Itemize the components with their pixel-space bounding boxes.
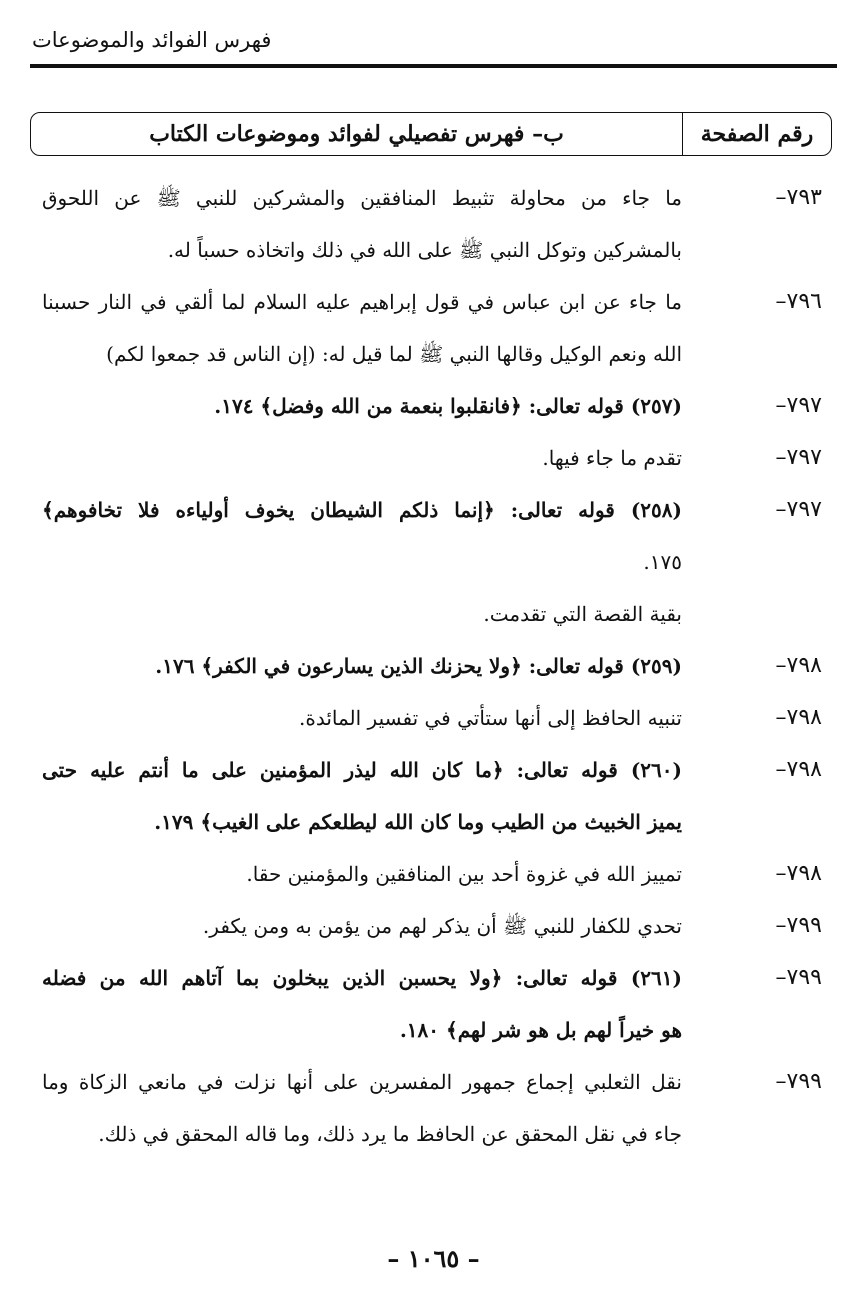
index-table-header bbox=[30, 112, 832, 156]
entry-text bbox=[30, 744, 742, 848]
entry-line: يميز الخبيث من الطيب وما كان الله ليطلعكم على الغيب﴾ ١٧٩. bbox=[154, 810, 682, 834]
entry-page-number: ٧٩٦– bbox=[775, 289, 822, 314]
entry-line: (٢٥٩) قوله تعالى: ﴿ولا يحزنك الذين يسارعون في الكفر﴾ ١٧٦. bbox=[155, 654, 682, 678]
running-head-text: فهرس الفوائد والموضوعات bbox=[32, 28, 272, 52]
index-entry bbox=[30, 848, 832, 900]
page-number-column-header: رقم الصفحة bbox=[682, 113, 831, 155]
entry-page-number: ٧٩٧– bbox=[775, 393, 822, 418]
entry-text bbox=[30, 276, 742, 380]
entry-page-number: ٧٩٨– bbox=[775, 861, 822, 886]
entry-line: (٢٥٧) قوله تعالى: ﴿فانقلبوا بنعمة من الله وفضل﴾ ١٧٤. bbox=[214, 394, 682, 418]
index-entries bbox=[30, 172, 832, 1160]
entry-page-number: ٧٩٧– bbox=[775, 497, 822, 522]
entry-page-number: ٧٩٨– bbox=[775, 705, 822, 730]
entry-line: ما جاء عن ابن عباس في قول إبراهيم عليه السلام لما ألقي في النار حسبنا bbox=[42, 290, 682, 314]
entry-line: تحدي للكفار للنبي ﷺ أن يذكر لهم من يؤمن به ومن يكفر. bbox=[202, 914, 682, 938]
index-title-column-header: ب– فهرس تفصيلي لفوائد وموضوعات الكتاب bbox=[149, 121, 564, 147]
entry-text bbox=[30, 692, 742, 744]
entry-text bbox=[30, 640, 742, 692]
index-entry bbox=[30, 692, 832, 744]
index-entry bbox=[30, 380, 832, 432]
index-entry bbox=[30, 1056, 832, 1160]
entry-line: (٢٥٨) قوله تعالى: ﴿إنما ذلكم الشيطان يخوف أولياءه فلا تخافوهم﴾ bbox=[42, 498, 682, 522]
index-entry bbox=[30, 484, 832, 640]
entry-page-number: ٧٩٩– bbox=[775, 913, 822, 938]
entry-line: تقدم ما جاء فيها. bbox=[542, 446, 682, 470]
entry-page-number: ٧٩٧– bbox=[775, 445, 822, 470]
entry-line: (٢٦١) قوله تعالى: ﴿ولا يحسبن الذين يبخلون بما آتاهم الله من فضله bbox=[42, 966, 682, 990]
index-entry bbox=[30, 744, 832, 848]
entry-line: بالمشركين وتوكل النبي ﷺ على الله في ذلك واتخاذه حسباً له. bbox=[167, 238, 682, 262]
entry-line: ١٧٥. bbox=[643, 550, 682, 574]
entry-page-number: ٧٩٩– bbox=[775, 1069, 822, 1094]
entry-text bbox=[30, 952, 742, 1056]
entry-page-number: ٧٩٩– bbox=[775, 965, 822, 990]
entry-line: (٢٦٠) قوله تعالى: ﴿ما كان الله ليذر المؤمنين على ما أنتم عليه حتى bbox=[42, 758, 682, 782]
entry-line: هو خيراً لهم بل هو شر لهم﴾ ١٨٠. bbox=[399, 1018, 682, 1042]
entry-page-number: ٧٩٨– bbox=[775, 757, 822, 782]
entry-text bbox=[30, 380, 742, 432]
header-rule bbox=[30, 64, 837, 68]
entry-text bbox=[30, 172, 742, 276]
entry-text bbox=[30, 432, 742, 484]
entry-text bbox=[30, 1056, 742, 1160]
entry-page-number: ٧٩٨– bbox=[775, 653, 822, 678]
entry-line: بقية القصة التي تقدمت. bbox=[483, 602, 682, 626]
entry-text bbox=[30, 848, 742, 900]
entry-line: الله ونعم الوكيل وقالها النبي ﷺ لما قيل له: (إن الناس قد جمعوا لكم) bbox=[106, 342, 682, 366]
index-entry bbox=[30, 276, 832, 380]
index-entry bbox=[30, 432, 832, 484]
index-entry bbox=[30, 172, 832, 276]
page-number: – ١٠٦٥ – bbox=[387, 1244, 480, 1273]
entry-text bbox=[30, 484, 742, 640]
index-entry bbox=[30, 640, 832, 692]
index-entry bbox=[30, 900, 832, 952]
entry-line: جاء في نقل المحقق عن الحافظ ما يرد ذلك، وما قاله المحقق في ذلك. bbox=[98, 1122, 682, 1146]
index-entry bbox=[30, 952, 832, 1056]
entry-text bbox=[30, 900, 742, 952]
entry-page-number: ٧٩٣– bbox=[775, 185, 822, 210]
running-head bbox=[32, 28, 432, 52]
entry-line: تنبيه الحافظ إلى أنها ستأتي في تفسير المائدة. bbox=[298, 706, 682, 730]
entry-line: تمييز الله في غزوة أحد بين المنافقين والمؤمنين حقا. bbox=[246, 862, 682, 886]
entry-line: نقل الثعلبي إجماع جمهور المفسرين على أنها نزلت في مانعي الزكاة وما bbox=[42, 1070, 682, 1094]
entry-line: ما جاء من محاولة تثبيط المنافقين والمشركين للنبي ﷺ عن اللحوق bbox=[42, 186, 682, 210]
